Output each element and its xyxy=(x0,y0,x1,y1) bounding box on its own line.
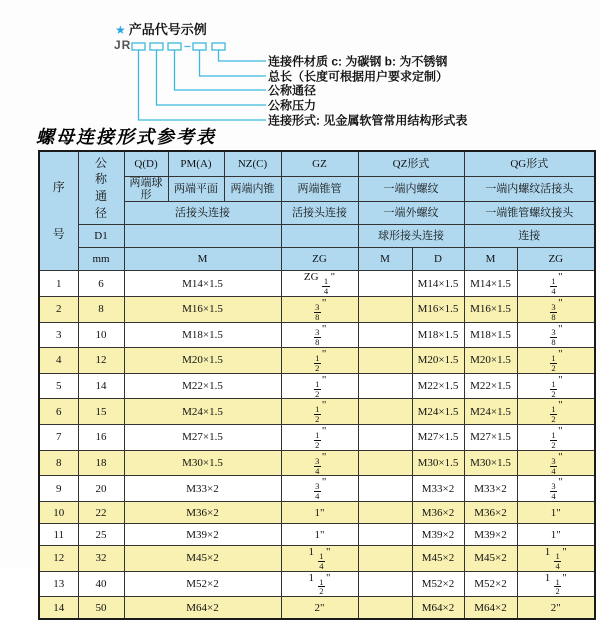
cell-qg-m: M22×1.5 xyxy=(464,373,517,399)
header-unit-qz-m: M xyxy=(358,248,412,271)
cell-qg-zg: $\frac{3}{8}$ " xyxy=(517,322,595,348)
leader-line xyxy=(200,50,267,76)
header-unit-m: M xyxy=(124,248,281,271)
header-unit-qz-d: D xyxy=(412,248,464,271)
cell-qz-m xyxy=(358,476,412,502)
cell-serial: 10 xyxy=(39,502,78,524)
table-row xyxy=(39,271,595,297)
cell-union-m: M33×2 xyxy=(124,476,281,502)
table-header xyxy=(39,151,595,271)
cell-union-m: M45×2 xyxy=(124,546,281,572)
header-empty-left xyxy=(124,225,281,248)
cell-qz-m xyxy=(358,271,412,297)
cell-serial: 7 xyxy=(39,425,78,451)
cell-qg-m: M52×2 xyxy=(464,571,517,597)
code-box xyxy=(132,43,145,50)
cell-dn: 15 xyxy=(78,399,124,425)
code-box xyxy=(212,43,225,50)
cell-dn: 25 xyxy=(78,524,124,546)
cell-gz-zg: 1" xyxy=(281,524,358,546)
table-row xyxy=(39,425,595,451)
table-row xyxy=(39,399,595,425)
cell-gz-zg: $\frac{1}{2}$ " xyxy=(281,425,358,451)
cell-dn: 22 xyxy=(78,502,124,524)
cell-qg-zg: $\frac{1}{2}$ " xyxy=(517,399,595,425)
cell-union-m: M64×2 xyxy=(124,597,281,620)
cell-serial: 11 xyxy=(39,524,78,546)
cell-serial: 1 xyxy=(39,271,78,297)
header-empty-gz xyxy=(281,225,358,248)
code-box xyxy=(168,43,181,50)
header-unit-qg-m: M xyxy=(464,248,517,271)
header-row-groups xyxy=(39,151,595,177)
label-connector-material: 连接件材质 c: 为碳钢 b: 为不锈钢 xyxy=(268,54,448,69)
cell-qz-d: M22×1.5 xyxy=(412,373,464,399)
header-group-qd: Q(D) xyxy=(124,151,168,177)
header-qg-connection: 连接 xyxy=(464,225,595,248)
table-row xyxy=(39,322,595,348)
cell-qg-zg: $\frac{3}{8}$ " xyxy=(517,296,595,322)
cell-qz-m xyxy=(358,322,412,348)
cell-qz-m xyxy=(358,597,412,620)
cell-dn: 50 xyxy=(78,597,124,620)
cell-gz-zg: 1 $\frac{1}{4}$ " xyxy=(281,546,358,572)
cell-serial: 3 xyxy=(39,322,78,348)
cell-qz-d: M64×2 xyxy=(412,597,464,620)
cell-qz-m xyxy=(358,450,412,476)
cell-qz-d: M30×1.5 xyxy=(412,450,464,476)
cell-qg-zg: $\frac{1}{2}$ " xyxy=(517,348,595,374)
header-type-pma: 两端平面 xyxy=(168,177,224,202)
cell-gz-zg: $\frac{3}{8}$ " xyxy=(281,322,358,348)
cell-qz-d: M24×1.5 xyxy=(412,399,464,425)
header-group-qg: QG形式 xyxy=(464,151,595,177)
cell-qz-d: M39×2 xyxy=(412,524,464,546)
cell-qz-d: M33×2 xyxy=(412,476,464,502)
header-group-pma: PM(A) xyxy=(168,151,224,177)
header-type-qg: 一端内螺纹活接头 xyxy=(464,177,595,202)
cell-qz-d: M16×1.5 xyxy=(412,296,464,322)
table-row xyxy=(39,450,595,476)
code-box xyxy=(150,43,163,50)
cell-qz-d: M52×2 xyxy=(412,571,464,597)
header-unit-gz-zg: ZG xyxy=(281,248,358,271)
label-connection-form: 连接形式: 见金属软管常用结构形式表 xyxy=(268,113,468,128)
cell-qg-m: M27×1.5 xyxy=(464,425,517,451)
header-row-units xyxy=(39,248,595,271)
nut-connection-reference-table xyxy=(38,150,596,620)
table-row xyxy=(39,476,595,502)
header-serial: 序号 xyxy=(39,151,78,271)
cell-qz-m xyxy=(358,425,412,451)
leader-line xyxy=(157,50,267,105)
cell-qg-zg: $\frac{3}{4}$ " xyxy=(517,476,595,502)
cell-dn: 40 xyxy=(78,571,124,597)
cell-dn: 10 xyxy=(78,322,124,348)
cell-qz-m xyxy=(358,502,412,524)
cell-gz-zg: ZG $\frac{1}{4}$ " xyxy=(281,271,358,297)
header-union-left: 活接头连接 xyxy=(124,202,281,225)
table-title: 螺母连接形式参考表 xyxy=(36,127,216,148)
cell-qg-zg: 1" xyxy=(517,524,595,546)
cell-gz-zg: 1" xyxy=(281,502,358,524)
cell-dn: 6 xyxy=(78,271,124,297)
cell-union-m: M20×1.5 xyxy=(124,348,281,374)
cell-qg-zg: $\frac{3}{4}$ " xyxy=(517,450,595,476)
cell-qg-m: M39×2 xyxy=(464,524,517,546)
table-row xyxy=(39,502,595,524)
label-total-length: 总长（长度可根据用户要求定制） xyxy=(268,69,449,84)
cell-qz-d: M36×2 xyxy=(412,502,464,524)
cell-serial: 2 xyxy=(39,296,78,322)
cell-qz-d: M20×1.5 xyxy=(412,348,464,374)
cell-gz-zg: $\frac{1}{2}$ " xyxy=(281,399,358,425)
cell-qg-m: M36×2 xyxy=(464,502,517,524)
cell-qg-zg: $\frac{1}{2}$ " xyxy=(517,425,595,451)
header-d1: D1 xyxy=(78,225,124,248)
table-row xyxy=(39,546,595,572)
cell-qz-d: M14×1.5 xyxy=(412,271,464,297)
cell-qz-m xyxy=(358,524,412,546)
table-body xyxy=(39,271,595,620)
cell-union-m: M24×1.5 xyxy=(124,399,281,425)
cell-serial: 14 xyxy=(39,597,78,620)
cell-dn: 20 xyxy=(78,476,124,502)
cell-union-m: M14×1.5 xyxy=(124,271,281,297)
header-type-qz: 一端内螺纹 xyxy=(358,177,464,202)
cell-serial: 8 xyxy=(39,450,78,476)
cell-dn: 8 xyxy=(78,296,124,322)
cell-qz-m xyxy=(358,571,412,597)
header-qz-ball-joint: 球形接头连接 xyxy=(358,225,464,248)
cell-union-m: M22×1.5 xyxy=(124,373,281,399)
product-code-prefix: JR xyxy=(114,38,132,52)
cell-union-m: M27×1.5 xyxy=(124,425,281,451)
cell-gz-zg: $\frac{3}{4}$ " xyxy=(281,450,358,476)
cell-qz-m xyxy=(358,546,412,572)
header-type-gz: 两端锥管 xyxy=(281,177,358,202)
leader-line xyxy=(219,50,267,61)
cell-qg-m: M18×1.5 xyxy=(464,322,517,348)
cell-qz-m xyxy=(358,373,412,399)
cell-gz-zg: 2" xyxy=(281,597,358,620)
cell-union-m: M16×1.5 xyxy=(124,296,281,322)
table-row xyxy=(39,571,595,597)
cell-qg-m: M24×1.5 xyxy=(464,399,517,425)
table-row xyxy=(39,296,595,322)
cell-qg-m: M20×1.5 xyxy=(464,348,517,374)
header-group-qz: QZ形式 xyxy=(358,151,464,177)
code-box xyxy=(193,43,206,50)
header-qg-taper-thread: 一端锥管螺纹接头 xyxy=(464,202,595,225)
cell-qz-m xyxy=(358,348,412,374)
cell-serial: 12 xyxy=(39,546,78,572)
cell-qg-m: M45×2 xyxy=(464,546,517,572)
cell-qg-m: M16×1.5 xyxy=(464,296,517,322)
cell-dn: 16 xyxy=(78,425,124,451)
cell-gz-zg: $\frac{3}{4}$ " xyxy=(281,476,358,502)
cell-qg-zg: 1" xyxy=(517,502,595,524)
cell-union-m: M36×2 xyxy=(124,502,281,524)
cell-qz-m xyxy=(358,296,412,322)
cell-qg-zg: 1 $\frac{1}{2}$ " xyxy=(517,571,595,597)
label-nominal-diameter: 公称通径 xyxy=(268,83,317,98)
diagram-heading-text: 产品代号示例 xyxy=(128,22,207,37)
table-row xyxy=(39,373,595,399)
table-row xyxy=(39,348,595,374)
cell-serial: 4 xyxy=(39,348,78,374)
cell-qg-zg: $\frac{1}{4}$ " xyxy=(517,271,595,297)
cell-serial: 5 xyxy=(39,373,78,399)
cell-qg-m: M64×2 xyxy=(464,597,517,620)
header-qz-ext-thread: 一端外螺纹 xyxy=(358,202,464,225)
cell-dn: 32 xyxy=(78,546,124,572)
cell-gz-zg: $\frac{1}{2}$ " xyxy=(281,348,358,374)
cell-qz-m xyxy=(358,399,412,425)
cell-qg-m: M33×2 xyxy=(464,476,517,502)
header-type-nzc: 两端内锥 xyxy=(224,177,281,202)
star-icon: ★ xyxy=(115,23,126,37)
cell-gz-zg: $\frac{1}{2}$ " xyxy=(281,373,358,399)
cell-serial: 9 xyxy=(39,476,78,502)
cell-qg-m: M14×1.5 xyxy=(464,271,517,297)
cell-union-m: M39×2 xyxy=(124,524,281,546)
cell-union-m: M52×2 xyxy=(124,571,281,597)
header-dn: 公称通径 xyxy=(78,151,124,225)
header-type-qd: 两端球形 xyxy=(124,177,168,202)
cell-qg-zg: 2" xyxy=(517,597,595,620)
cell-union-m: M30×1.5 xyxy=(124,450,281,476)
cell-qz-d: M18×1.5 xyxy=(412,322,464,348)
cell-qg-zg: $\frac{1}{2}$ " xyxy=(517,373,595,399)
header-unit-qg-zg: ZG xyxy=(517,248,595,271)
table-row xyxy=(39,524,595,546)
cell-qz-d: M45×2 xyxy=(412,546,464,572)
cell-qz-d: M27×1.5 xyxy=(412,425,464,451)
header-group-gz: GZ xyxy=(281,151,358,177)
header-group-nzc: NZ(C) xyxy=(224,151,281,177)
header-row-d1 xyxy=(39,225,595,248)
cell-qg-m: M30×1.5 xyxy=(464,450,517,476)
cell-union-m: M18×1.5 xyxy=(124,322,281,348)
cell-gz-zg: 1 $\frac{1}{2}$ " xyxy=(281,571,358,597)
header-union-gz: 活接头连接 xyxy=(281,202,358,225)
cell-gz-zg: $\frac{3}{8}$ " xyxy=(281,296,358,322)
cell-serial: 6 xyxy=(39,399,78,425)
cell-serial: 13 xyxy=(39,571,78,597)
table-row xyxy=(39,597,595,620)
cell-dn: 18 xyxy=(78,450,124,476)
cell-qg-zg: 1 $\frac{1}{4}$ " xyxy=(517,546,595,572)
header-mm: mm xyxy=(78,248,124,271)
leader-line xyxy=(175,50,267,90)
cell-dn: 12 xyxy=(78,348,124,374)
label-nominal-pressure: 公称压力 xyxy=(268,98,317,113)
cell-dn: 14 xyxy=(78,373,124,399)
